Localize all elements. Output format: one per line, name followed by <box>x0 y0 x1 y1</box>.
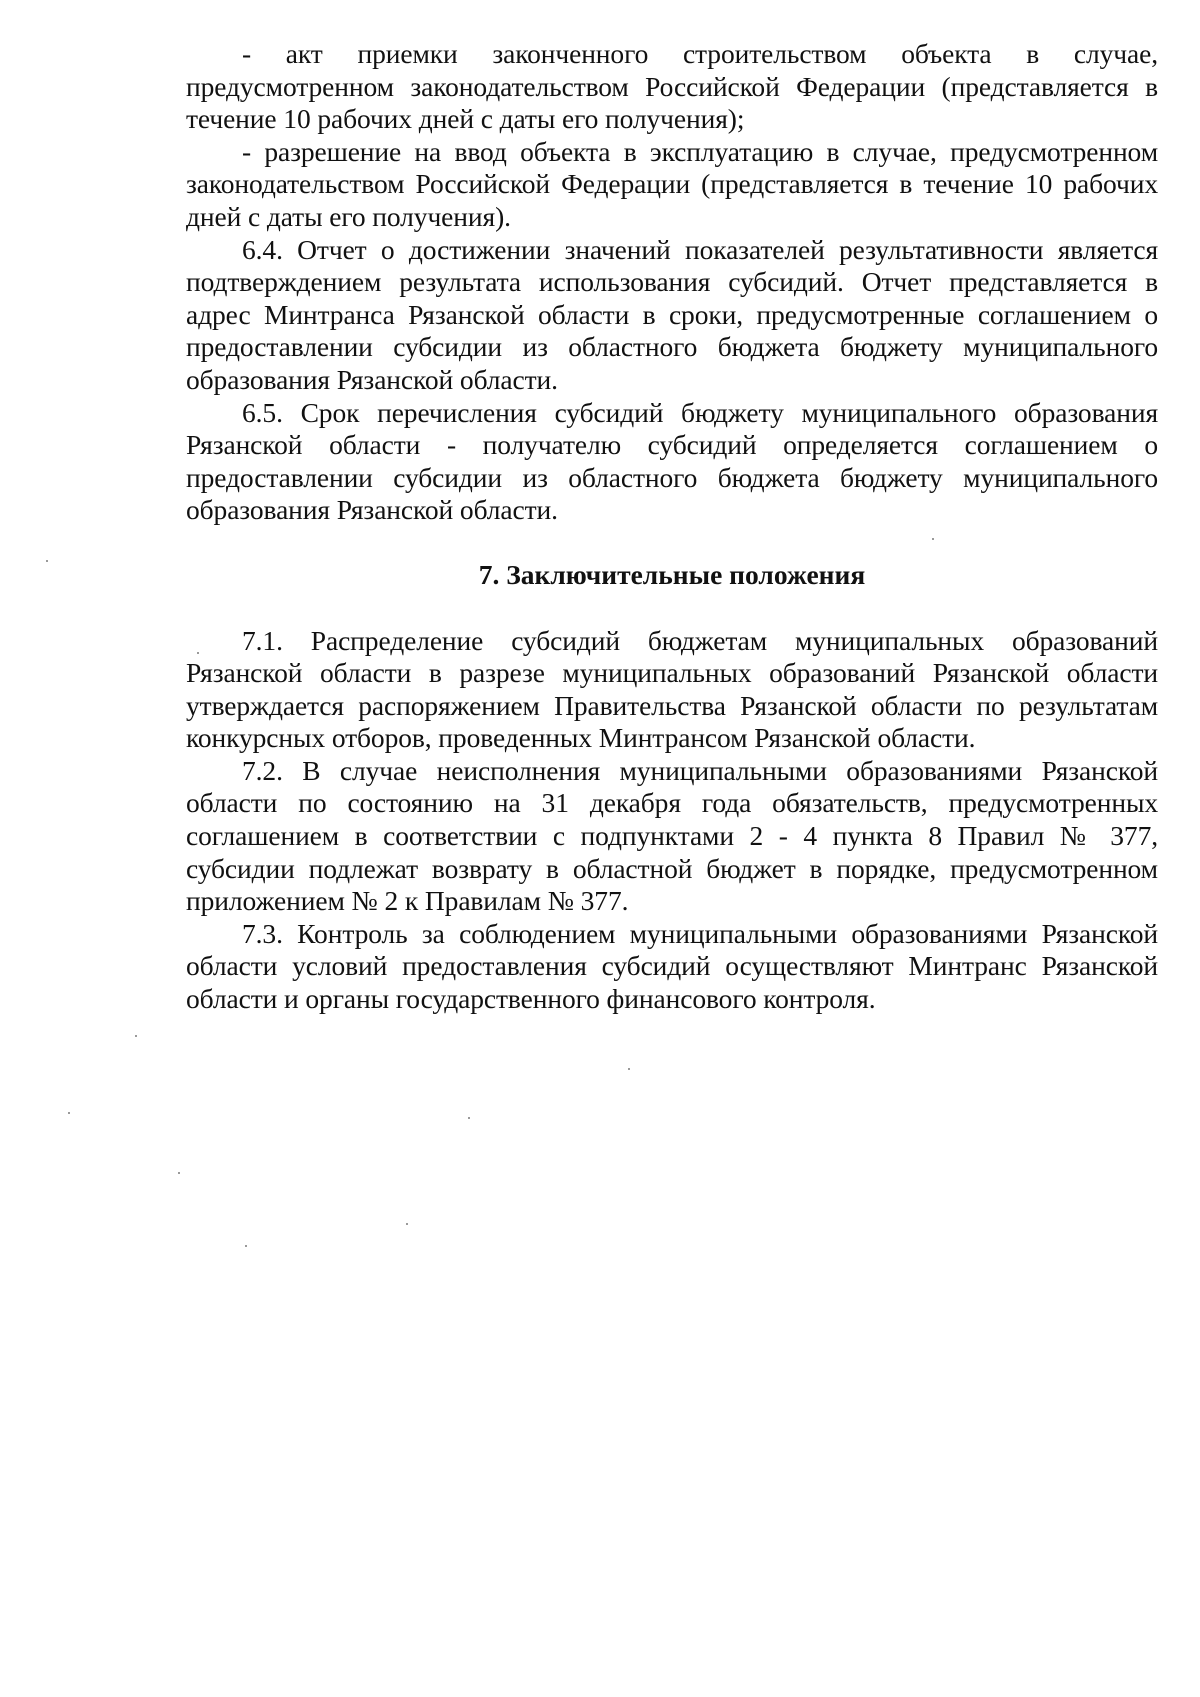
scan-speck <box>46 560 48 562</box>
scan-speck <box>468 1117 470 1119</box>
scan-speck <box>68 1112 70 1114</box>
paragraph-6-5: 6.5. Срок перечисления субсидий бюджету муниципального образования Рязанской области - получателю субсидий определяется соглашением о предоставлении субсидии из областного бюджета бюджету муниципального образования Рязанской области. <box>186 396 1158 526</box>
paragraph-7-3: 7.3. Контроль за соблюдением муниципальными образованиями Рязанской области условий предоставления субсидий осуществляют Минтранс Рязанской области и органы государственного финансового контроля. <box>186 917 1158 1015</box>
paragraph-7-1: 7.1. Распределение субсидий бюджетам муниципальных образований Рязанской области в разрезе муниципальных образований Рязанской области утверждается распоряжением Правительства Рязанской области по результатам конкурсных отборов, проведенных Минтрансом Рязанской области. <box>186 624 1158 754</box>
paragraph-7-2: 7.2. В случае неисполнения муниципальными образованиями Рязанской области по состоянию на 31 декабря года обязательств, предусмотренных соглашением в соответствии с подпунктами 2 - 4 пункта 8 Правил № 377, субсидии подлежат возврату в областной бюджет в порядке, предусмотренном приложением № 2 к Правилам № 377. <box>186 754 1158 917</box>
scan-speck <box>932 538 934 540</box>
scan-speck <box>628 1068 630 1070</box>
document-body <box>186 38 1158 1016</box>
paragraph-commissioning-permit: - разрешение на ввод объекта в эксплуатацию в случае, предусмотренном законодательством Российской Федерации (представляется в течение 10 рабочих дней с даты его получения). <box>186 135 1158 232</box>
paragraph-act-acceptance: - акт приемки законченного строительством объекта в случае, предусмотренном законодательством Российской Федерации (представляется в течение 10 рабочих дней с даты его получения); <box>186 38 1158 135</box>
scan-speck <box>135 1035 137 1037</box>
scan-speck <box>178 1172 180 1174</box>
paragraph-6-4: 6.4. Отчет о достижении значений показателей результативности является подтверждением результата использования субсидий. Отчет представляется в адрес Минтранса Рязанской области в сроки, предусмотренные соглашением о предоставлении субсидии из областного бюджета бюджету муниципального образования Рязанской области. <box>186 233 1158 395</box>
scan-speck <box>245 1245 247 1247</box>
scan-speck <box>406 1223 408 1225</box>
section-heading-7: 7. Заключительные положения <box>478 558 866 590</box>
scan-speck <box>197 652 199 654</box>
